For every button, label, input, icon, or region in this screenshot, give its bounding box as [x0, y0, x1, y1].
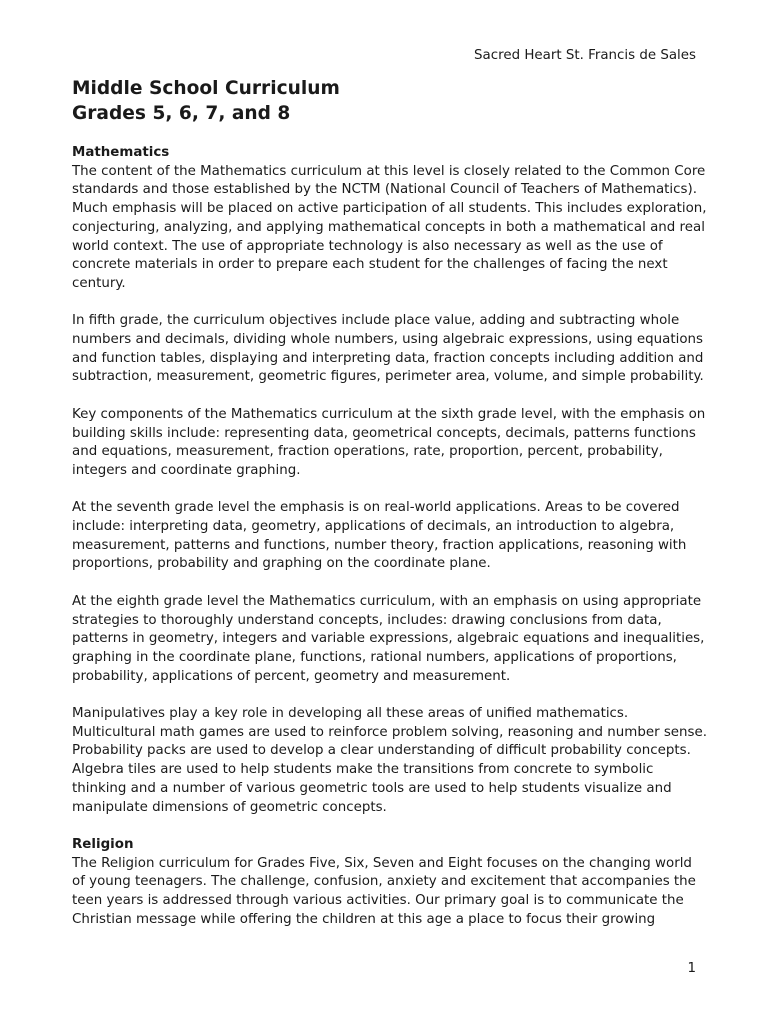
document-body — [72, 144, 708, 929]
section-heading-mathematics: Mathematics — [72, 145, 170, 160]
paragraph: At the seventh grade level the emphasis is on real-world applications. Areas to be covered include: interpreting data, geometry, applications of decimals, an introduction to algebra, measurement, patterns and functions, number theory, fraction applications, reasoning with proportions, probability and graphing on the coordinate plane. — [72, 500, 687, 572]
paragraph: The Religion curriculum for Grades Five, Six, Seven and Eight focuses on the changing world of young teenagers. The challenge, confusion, anxiety and excitement that accompanies the teen years is addressed through various activities. Our primary goal is to communicate the Christian message while offering the children at this age a place to focus their growing — [72, 855, 696, 927]
religion-section — [72, 836, 708, 930]
title-line-2: Grades 5, 6, 7, and 8 — [72, 103, 291, 124]
paragraph: The content of the Mathematics curriculum at this level is closely related to the Common Core standards and those established by the NCTM (National Council of Teachers of Mathematics). Much emphasis will be placed on active participation of all students. This includes exploration, conjecturing, analyzing, and applying mathematical concepts in both a mathematical and real world context. The use of appropriate technology is also necessary as well as the use of concrete materials in order to prepare each student for the challenges of facing the next century. — [72, 163, 707, 291]
paragraph: Key components of the Mathematics curriculum at the sixth grade level, with the emphasis on building skills include: representing data, geometrical concepts, decimals, patterns functions and equations, measurement, fraction operations, rate, proportion, percent, probability, integers and coordinate graphing. — [72, 406, 706, 478]
page-number: 1 — [687, 961, 696, 976]
paragraph: In fifth grade, the curriculum objectives include place value, adding and subtracting whole numbers and decimals, dividing whole numbers, using algebraic expressions, using equations and function tables, displaying and interpreting data, fraction concepts including addition and subtraction, measurement, geometric figures, perimeter area, volume, and simple probability. — [72, 313, 704, 385]
title-line-1: Middle School Curriculum — [72, 78, 340, 99]
paragraph: At the eighth grade level the Mathematics curriculum, with an emphasis on using appropriate strategies to thoroughly understand concepts, includes: drawing conclusions from data, patterns in geometry, integers and variable expressions, algebraic equations and inequalities, graphing in the coordinate plane, functions, rational numbers, applications of proportions, probability, applications of percent, geometry and measurement. — [72, 593, 705, 684]
document-title — [72, 76, 702, 126]
paragraph: Manipulatives play a key role in developing all these areas of unified mathematics. Multicultural math games are used to reinforce problem solving, reasoning and number sense. Probability packs are used to develop a clear understanding of difficult probability concepts. Algebra tiles are used to help students make the transitions from concrete to symbolic thinking and a number of various geometric tools are used to help students visualize and manipulate dimensions of geometric concepts. — [72, 706, 708, 815]
school-name-header: Sacred Heart St. Francis de Sales — [474, 48, 696, 63]
mathematics-section — [72, 144, 708, 817]
section-heading-religion: Religion — [72, 836, 134, 852]
